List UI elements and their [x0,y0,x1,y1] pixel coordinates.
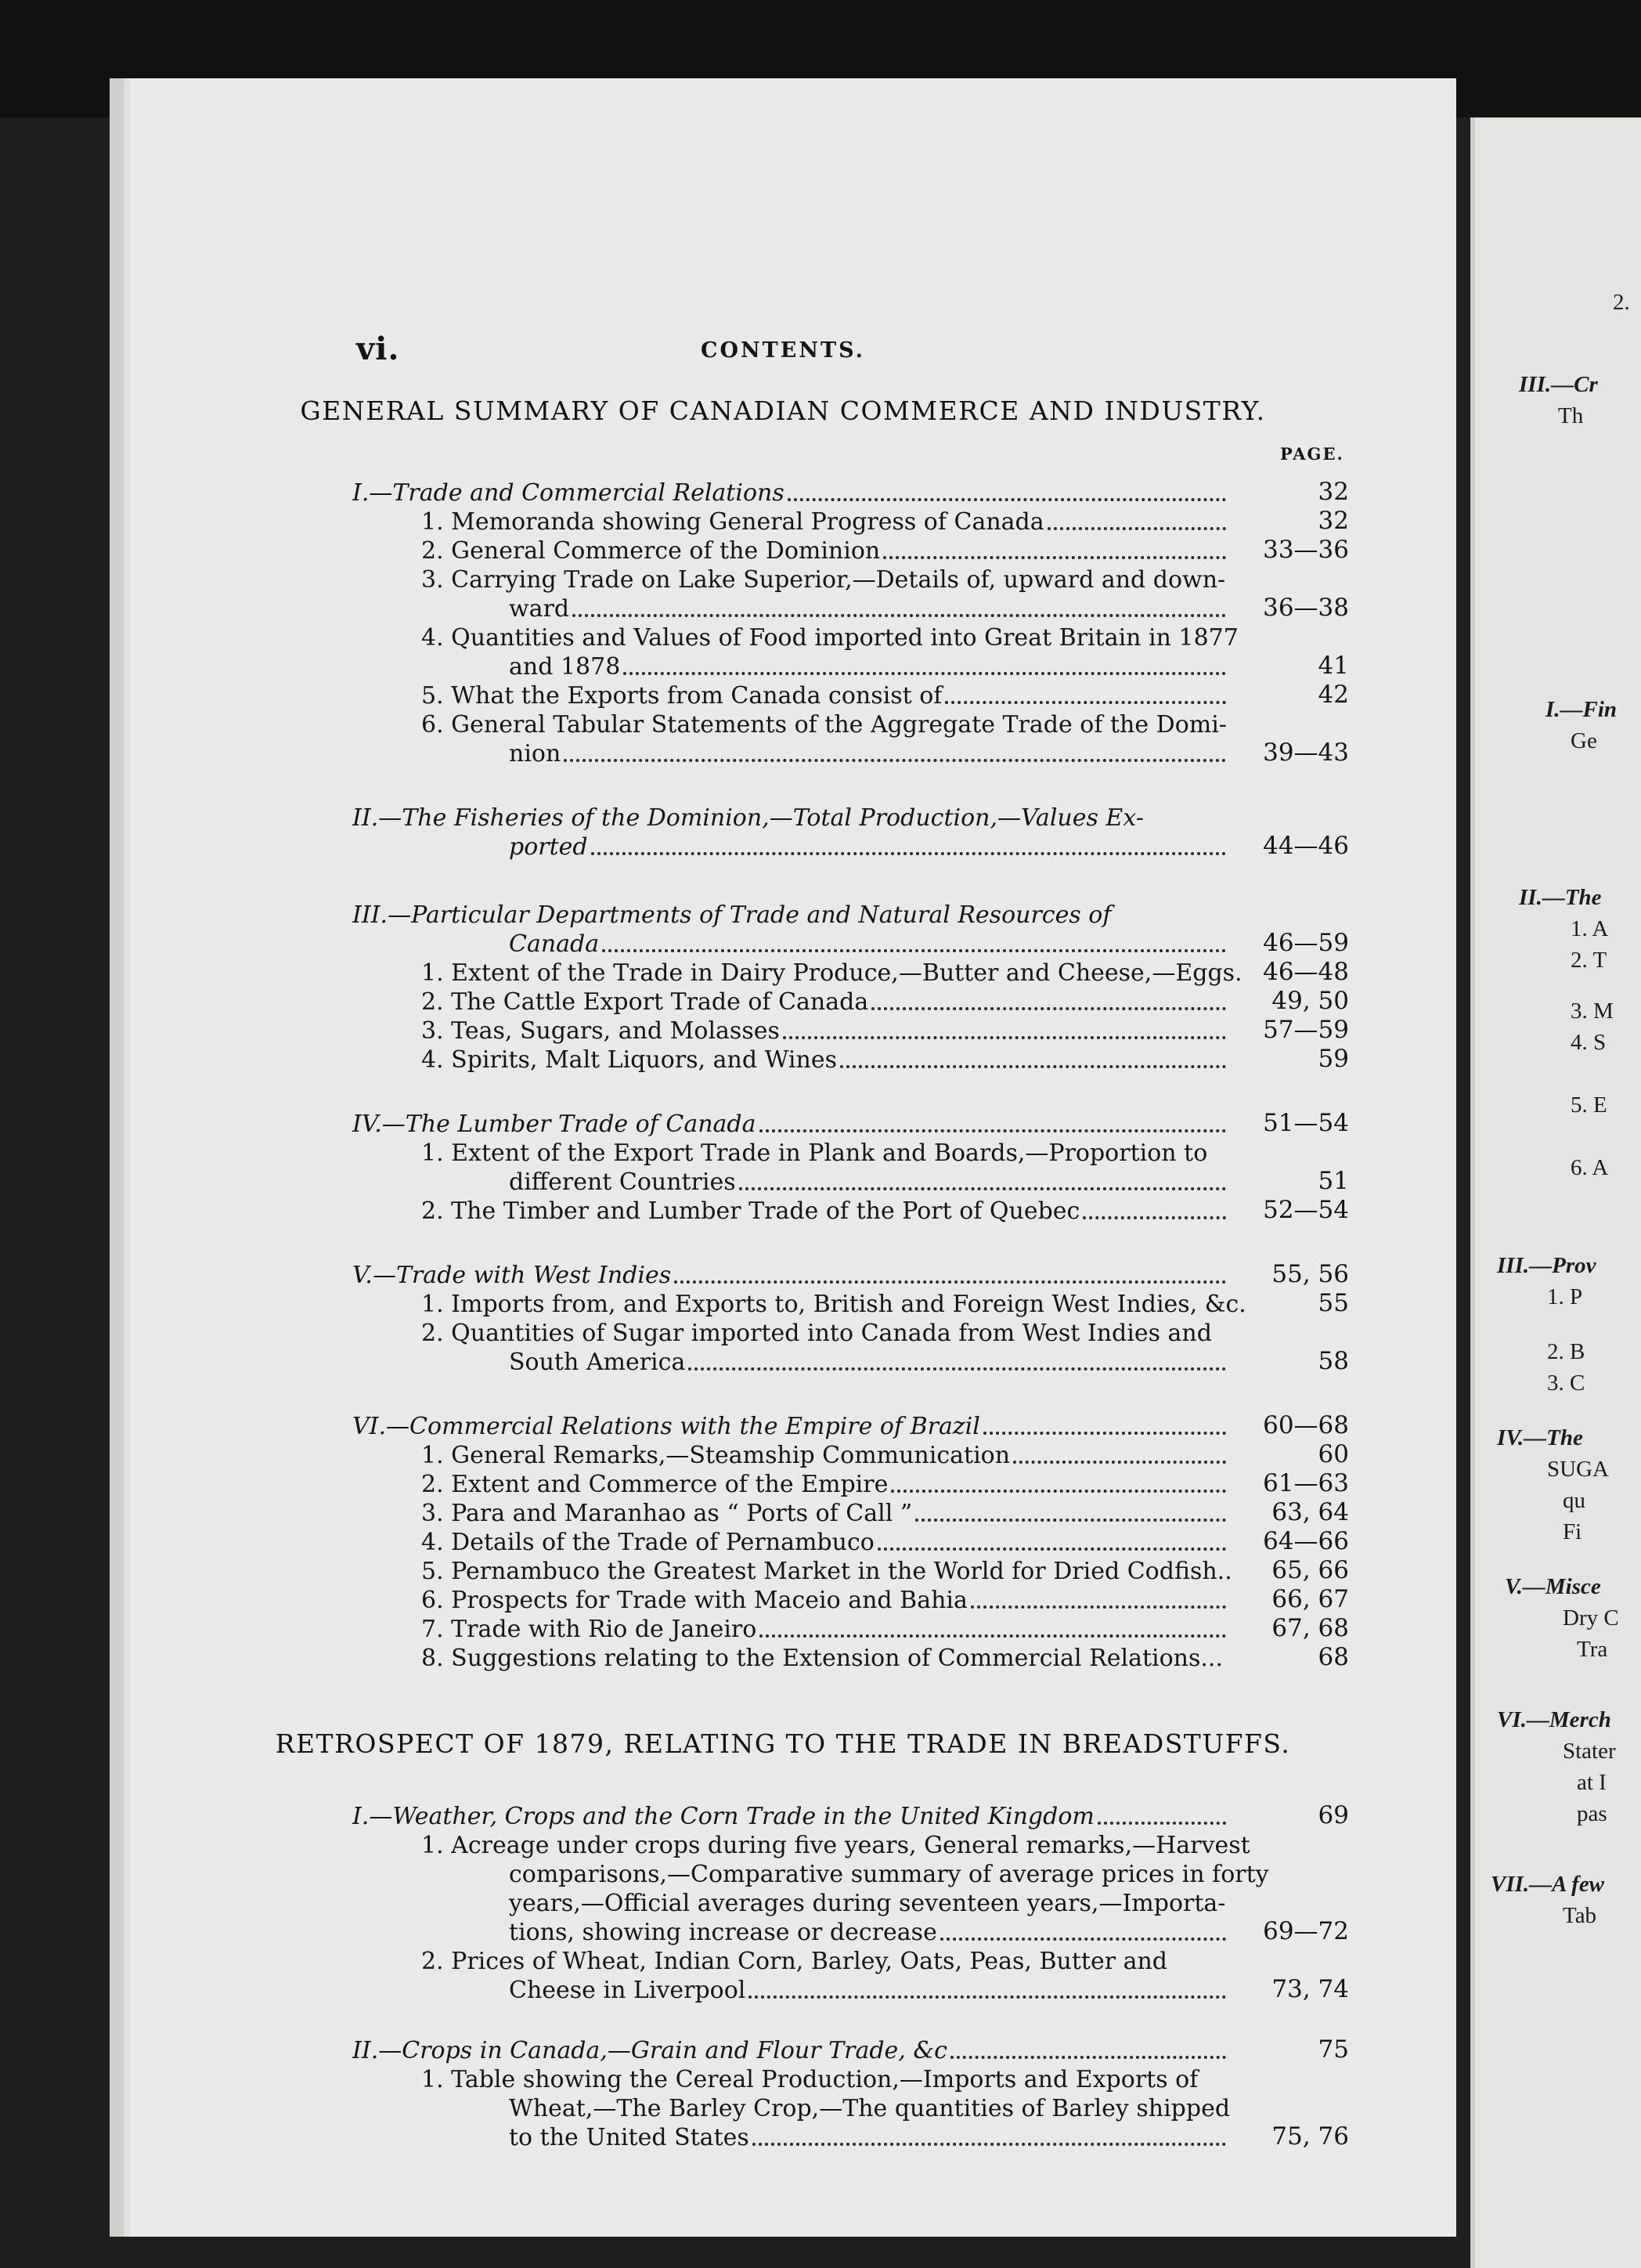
facing-page-fragment: 1. A [1571,916,1609,941]
contents-item-text: 8. Suggestions relating to the Extension of Commercial Relations... [421,1645,1223,1672]
leader-dots [940,1938,1226,1941]
leader-dots [945,701,1226,704]
folio: vi. [356,330,400,367]
facing-page-fragment: 5. E [1571,1092,1607,1118]
contents-item-text: 4. Details of the Trade of Pernambuco [421,1529,875,1556]
item-page-ref: 42 [1318,681,1349,709]
summary-title: GENERAL SUMMARY OF CANADIAN COMMERCE AND INDUSTRY. [300,395,1266,426]
leader-dots [1013,1461,1226,1464]
contents-item-text: 6. Prospects for Trade with Maceio and Bahia [421,1587,968,1614]
section-heading-text: VI.—Commercial Relations with the Empire of Brazil [352,1413,980,1440]
facing-page-fragment: qu [1563,1488,1585,1513]
item-page-ref: 58 [1318,1347,1349,1375]
contents-item [509,1349,1229,1376]
facing-page-fragment: Stater [1563,1739,1616,1764]
contents-item-text: years,—Official averages during seventeen years,—Importa- [509,1890,1226,1917]
item-page-ref: 69—72 [1263,1917,1349,1945]
section-heading-text: I.—Trade and Commercial Relations [352,479,784,507]
item-page-ref: 52—54 [1263,1196,1349,1224]
section-heading [352,1803,1229,1830]
contents-item [421,537,1229,565]
contents-item [509,2124,1229,2151]
contents-item [421,1139,1207,1167]
contents-item [421,1442,1229,1469]
section-page-ref: 60—68 [1263,1411,1349,1439]
contents-item-text: 2. The Cattle Export Trade of Canada [421,988,869,1016]
facing-page-fragment: at I [1577,1770,1607,1795]
leader-dots [788,498,1226,501]
contents-item [421,959,1242,987]
facing-page-fragment: 2. T [1571,948,1607,973]
retrospect-title: RETROSPECT OF 1879, RELATING TO THE TRADE IN BREADSTUFFS. [275,1728,1291,1759]
item-page-ref: 36—38 [1263,594,1349,622]
contents-item-text: 5. Pernambuco the Greatest Market in the World for Dried Codfish.. [421,1558,1232,1585]
facing-page-fragment: 2. [1613,290,1630,315]
contents-item-text: 7. Trade with Rio de Janeiro [421,1616,757,1643]
section-heading [352,2037,1229,2064]
contents-item-text: 2. General Commerce of the Dominion [421,537,881,565]
contents-item [509,1168,1229,1196]
facing-page-fragment: Tab [1563,1903,1597,1928]
item-page-ref: 67, 68 [1271,1614,1349,1642]
page-column-label: PAGE. [1280,444,1344,464]
section-heading [352,901,1111,929]
facing-page-fragment: II.—The [1519,885,1602,910]
facing-page-fragment: Fi [1563,1519,1582,1544]
section-heading [352,1413,1229,1440]
section-heading [352,1111,1229,1138]
contents-item [509,595,1229,623]
contents-item-text: 2. The Timber and Lumber Trade of the Port of Quebec [421,1197,1080,1225]
facing-page-fragment: V.—Misce [1505,1574,1601,1599]
contents-item-text: comparisons,—Comparative summary of average prices in forty [509,1861,1269,1888]
item-page-ref: 66, 67 [1271,1585,1349,1613]
facing-page-fragment: Ge [1571,728,1597,753]
contents-item-text: 3. Para and Maranhao as “ Ports of Call ” [421,1500,913,1527]
item-page-ref: 55 [1318,1289,1349,1317]
section-page-ref: 55, 56 [1271,1260,1349,1288]
leader-dots [739,1187,1226,1190]
section-page-ref: 69 [1318,1801,1349,1829]
contents-item-text: South America [509,1349,686,1376]
facing-page-fragment: SUGA [1547,1457,1609,1482]
leader-dots [688,1367,1226,1371]
leader-dots [748,1995,1226,1999]
contents-item [421,508,1229,536]
leader-dots [759,1129,1226,1132]
facing-page-fragment: VII.—A few [1491,1872,1605,1897]
leader-dots [915,1519,1226,1522]
facing-page-fragment: Th [1558,403,1584,428]
page-header [110,330,1456,370]
contents-item-text: Cheese in Liverpool [509,1977,746,2004]
contents-item-text: 2. Extent and Commerce of the Empire [421,1471,889,1498]
facing-page-fragment: 3. C [1547,1371,1585,1396]
leader-dots [891,1490,1226,1493]
contents-item [421,1587,1229,1614]
contents-item-text: 1. Table showing the Cereal Production,—Imports and Exports of [421,2066,1199,2093]
item-page-ref: 60 [1318,1440,1349,1468]
facing-page-fragment: 4. S [1571,1030,1607,1055]
contents-item-text: 1. Extent of the Trade in Dairy Produce,—Butter and Cheese,—Eggs. [421,959,1242,987]
leader-dots [623,672,1226,675]
leader-dots [752,2143,1226,2146]
contents-item [421,711,1227,739]
leader-dots [871,1007,1226,1010]
contents-item-text: 1. Extent of the Export Trade in Plank and Boards,—Proportion to [421,1139,1208,1167]
facing-page-fragment: VI.—Merch [1497,1707,1611,1732]
contents-item [421,1320,1212,1347]
contents-item-text: 6. General Tabular Statements of the Aggregate Trade of the Domi- [421,711,1227,739]
item-page-ref: 41 [1318,652,1349,680]
leader-dots [883,556,1226,559]
contents-item-text: nion [509,740,561,767]
facing-page-fragment: pas [1577,1801,1607,1826]
item-page-ref: 68 [1318,1643,1349,1671]
section-page-ref: 46—59 [1263,929,1349,957]
item-page-ref: 75, 76 [1271,2122,1349,2151]
section-heading-text: IV.—The Lumber Trade of Canada [352,1111,756,1138]
facing-page-fragment: Dry C [1563,1605,1619,1631]
contents-item-text: 1. Acreage under crops during five years, General remarks,—Harvest [421,1832,1250,1859]
contents-item [421,1500,1229,1527]
section-heading-text: III.—Particular Departments of Trade and Natural Resources of [352,901,1112,929]
section-heading-text: II.—Crops in Canada,—Grain and Flour Trade, &c [352,2037,947,2064]
section-heading [352,1262,1229,1289]
leader-dots [1083,1216,1226,1219]
facing-page-fragment: 2. B [1547,1339,1585,1364]
contents-item [421,682,1229,710]
facing-page-fragment: 1. P [1547,1284,1583,1309]
section-page-ref: 51—54 [1263,1109,1349,1137]
item-page-ref: 64—66 [1263,1527,1349,1555]
contents-item-text: 2. Quantities of Sugar imported into Canada from West Indies and [421,1320,1212,1347]
leader-dots [602,949,1226,952]
leader-dots [591,852,1226,855]
contents-item [421,1471,1229,1498]
section-heading [509,930,1229,958]
item-page-ref: 65, 66 [1271,1556,1349,1584]
item-page-ref: 39—43 [1263,739,1349,767]
contents-item [509,1977,1229,2004]
contents-item [421,1529,1229,1556]
contents-item-text: to the United States [509,2124,749,2151]
section-heading-text: II.—The Fisheries of the Dominion,—Total Production,—Values Ex- [352,804,1144,832]
section-heading [352,804,1144,832]
section-page-ref: 44—46 [1263,832,1349,860]
contents-item [509,2095,1230,2122]
facing-page-fragment: 6. A [1571,1155,1609,1180]
facing-page-fragment: III.—Prov [1497,1253,1596,1278]
contents-item [509,1919,1229,1946]
facing-page-fragment: III.—Cr [1519,372,1598,397]
item-page-ref: 32 [1318,507,1349,535]
contents-item-text: 5. What the Exports from Canada consist of [421,682,943,710]
contents-item [509,1890,1225,1917]
leader-dots [950,2056,1226,2059]
contents-item [421,1645,1229,1672]
contents-item-text: 1. Memoranda showing General Progress of Canada [421,508,1044,536]
facing-page-fragment: IV.—The [1497,1425,1583,1450]
contents-item-text: 2. Prices of Wheat, Indian Corn, Barley, Oats, Peas, Butter and [421,1948,1167,1975]
section-page-ref: 75 [1318,2035,1349,2064]
item-page-ref: 51 [1318,1167,1349,1195]
contents-item-text: 1. General Remarks,—Steamship Communication [421,1442,1011,1469]
contents-item [509,1861,1269,1888]
leader-dots [564,759,1226,762]
running-title: CONTENTS. [700,338,866,363]
contents-item [421,1017,1229,1045]
item-page-ref: 46—48 [1263,958,1349,986]
leader-dots [971,1605,1226,1609]
facing-page-fragment: I.—Fin [1545,697,1618,722]
leader-dots [759,1634,1226,1638]
leader-dots [1048,527,1226,530]
item-page-ref: 63, 64 [1271,1498,1349,1526]
contents-item [421,1832,1250,1859]
contents-item [421,1291,1246,1318]
section-heading-text: I.—Weather, Crops and the Corn Trade in the United Kingdom [352,1803,1095,1830]
leader-dots [840,1065,1226,1068]
contents-item [421,2066,1198,2093]
section-heading-text: V.—Trade with West Indies [352,1262,672,1289]
contents-item [421,1616,1229,1643]
leader-dots [783,1036,1226,1039]
section-heading [509,833,1229,861]
contents-page [110,78,1456,2237]
contents-item-text: 3. Carrying Trade on Lake Superior,—Details of, upward and down- [421,566,1226,594]
item-page-ref: 49, 50 [1271,987,1349,1015]
leader-dots [878,1548,1226,1551]
item-page-ref: 73, 74 [1271,1975,1349,2003]
contents-item-text: 3. Teas, Sugars, and Molasses [421,1017,780,1045]
contents-item-text: tions, showing increase or decrease [509,1919,937,1946]
contents-item-text: different Countries [509,1168,736,1196]
section-heading-text: Canada [509,930,600,958]
contents-item-text: and 1878 [509,653,621,681]
item-page-ref: 57—59 [1263,1016,1349,1044]
contents-item-text: 4. Quantities and Values of Food imported into Great Britain in 1877 [421,624,1239,652]
facing-page-edge [1470,117,1641,2268]
contents-item [421,988,1229,1016]
section-heading [352,479,1229,507]
leader-dots [572,614,1226,617]
contents-item-text: Wheat,—The Barley Crop,—The quantities of Barley shipped [509,2095,1231,2122]
facing-page-fragment: Tra [1577,1637,1608,1662]
contents-item-text: ward [509,595,570,623]
contents-item-text: 4. Spirits, Malt Liquors, and Wines [421,1046,837,1074]
contents-item [509,740,1229,767]
contents-item [421,624,1239,652]
item-page-ref: 61—63 [1263,1469,1349,1497]
contents-item [421,1948,1167,1975]
section-page-ref: 32 [1318,478,1349,506]
contents-item-text: 1. Imports from, and Exports to, British and Foreign West Indies, &c. [421,1291,1246,1318]
section-heading-text: ported [509,833,588,861]
leader-dots [983,1432,1226,1435]
contents-item [421,1046,1229,1074]
contents-item [421,1197,1229,1225]
leader-dots [674,1280,1226,1284]
contents-item [421,566,1225,594]
facing-page-fragment: 3. M [1571,999,1614,1024]
item-page-ref: 59 [1318,1045,1349,1073]
contents-item [509,653,1229,681]
item-page-ref: 33—36 [1263,536,1349,564]
leader-dots [1098,1822,1226,1825]
contents-item [421,1558,1232,1585]
